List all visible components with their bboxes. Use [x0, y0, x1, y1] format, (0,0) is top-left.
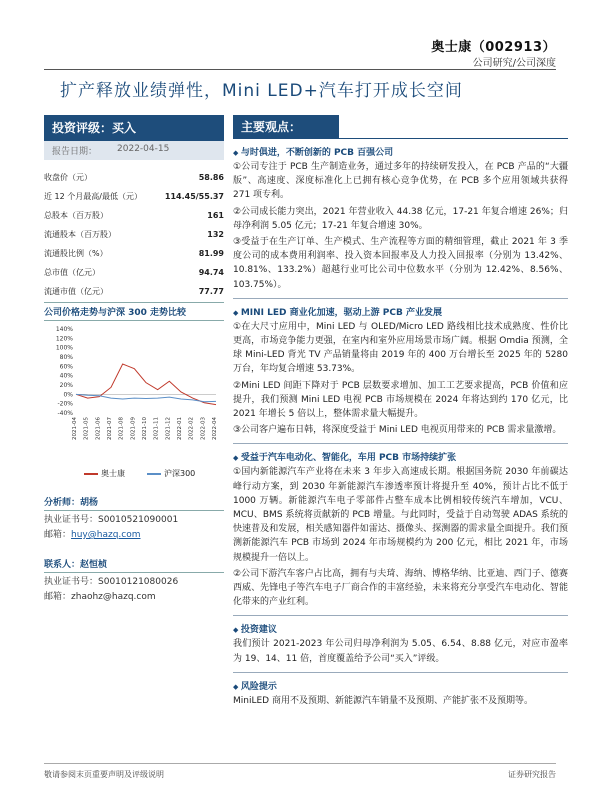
- section-paragraph: ②公司成长能力突出，2021 年营业收入 44.38 亿元，17-21 年复合增速 26%；归母净利润 5.05 亿元；17-21 年复合增速 30%。: [233, 206, 568, 231]
- report-date: 2022-04-15: [117, 144, 170, 154]
- sections: [233, 145, 568, 708]
- left-sidebar: [44, 115, 224, 605]
- legend-item: [84, 468, 125, 479]
- stat-row: [44, 282, 224, 301]
- y-tick-label: -40%: [57, 410, 73, 417]
- cert-number: S0010521090001: [98, 515, 179, 525]
- chart-legend: [84, 468, 195, 479]
- footer-divider: [44, 763, 556, 764]
- legend-label: 奥士康: [101, 469, 125, 478]
- x-tick-label: 2021-11: [153, 417, 160, 440]
- main-points-rule: [233, 138, 568, 139]
- x-tick-label: 2022-01: [177, 417, 183, 440]
- mail-row: [44, 590, 224, 605]
- x-tick-label: 2021-10: [142, 417, 148, 440]
- company-ticker: 奥士康（002913）: [431, 40, 556, 55]
- series-line: [76, 394, 216, 401]
- report-date-bar: [44, 141, 224, 160]
- section-paragraph: ①国内新能源汽车产业将在未来 3 年步入高速成长期。根据国务院 2030 年前碳达峰行动方案，到 2030 年新能源汽车渗透率预计将提升至 40%，预计占比不低于 1000 万辆。新能源汽车电子零部件占整车成本比例相较传统汽车增加，VCU、MCU、BMS 系统将贡献新的 PCB 增量。与此同时，受益于自动驾驶 ADAS 系统的快速普及和发展，相关感知器件如雷达、摄像头、探测器的需求量全面提升。我们预测新能源汽车 PCB 市场到 2024 年市场规模约为 200 亿元，相比 2021 年，市场规模提升一倍以上。: [233, 467, 568, 563]
- cert-label: 执业证书号：: [44, 577, 99, 587]
- footer-disclaimer: 敬请参阅末页重要声明及评级说明: [44, 770, 164, 779]
- stat-label: 收盘价（元）: [44, 173, 92, 182]
- stock-stats: [44, 168, 224, 301]
- cert-label: 执业证书号：: [44, 515, 99, 525]
- x-tick-label: 2022-03: [200, 417, 207, 440]
- stat-value: 161: [207, 211, 224, 220]
- date-label: 报告日期：: [52, 147, 98, 157]
- x-tick-label: 2021-09: [130, 417, 137, 440]
- stat-label: 总股本（百万股）: [44, 211, 108, 220]
- y-tick-label: 120%: [55, 335, 73, 343]
- section-divider: [233, 298, 568, 299]
- x-tick-label: 2022-04: [212, 417, 218, 440]
- section-paragraph: MiniLED 商用不及预期、新能源汽车销量不及预期、产能扩张不及预期等。: [233, 695, 533, 706]
- legend-item: [147, 468, 195, 479]
- section-paragraph: ③公司客户遍布日韩，将深度受益于 Mini LED 电视页用带来的 PCB 需求量激增。: [233, 425, 562, 436]
- y-tick-label: 100%: [55, 344, 73, 352]
- stat-label: 流通市值（亿元）: [44, 287, 108, 296]
- section-paragraph: ①公司专注于 PCB 生产制造业务，通过多年的持续研发投入，在 PCB 产品的“大疆版”、高速度、深度标准化上已拥有核心竞争优势，在 PCB 多个应用领域共获得 271 项专利。: [233, 162, 568, 201]
- mail-label: 邮箱：: [44, 592, 72, 602]
- stat-row: [44, 168, 224, 187]
- section-heading: ◆ 与时俱进，不断创新的 PCB 百强公司: [233, 145, 568, 158]
- section-paragraph: ②Mini LED 间距下降对于 PCB 层数要求增加、加工工艺要求提高，PCB 价值和应提升，我们预测 Mini LED 电视 PCB 市场规模在 2024 年将达到约 170 亿元，比 2021 年增长 5 倍以上，整体需求量大幅提升。: [233, 380, 568, 420]
- legend-swatch: [147, 473, 161, 475]
- stat-value: 114.45/55.37: [164, 192, 224, 201]
- stat-value: 81.99: [198, 249, 224, 258]
- mail-address[interactable]: huy@hazq.com: [71, 530, 141, 540]
- stat-label: 流通股比例（%）: [44, 249, 108, 258]
- footer-report-type: 证券研究报告: [508, 770, 556, 779]
- cert-row: [44, 513, 224, 528]
- y-tick-label: 40%: [59, 372, 73, 380]
- x-tick-label: 2021-08: [118, 417, 125, 440]
- stat-value: 94.74: [198, 268, 224, 277]
- y-tick-label: 140%: [55, 326, 73, 333]
- section-divider: [233, 443, 568, 444]
- stat-row: [44, 187, 224, 206]
- x-tick-label: 2021-06: [95, 417, 102, 440]
- y-tick-label: 80%: [59, 354, 73, 361]
- y-tick-label: 20%: [59, 382, 73, 389]
- x-tick-label: 2021-12: [165, 417, 172, 440]
- mail-label: 邮箱：: [44, 530, 72, 540]
- x-tick-label: 2021-07: [107, 417, 113, 440]
- legend-swatch: [84, 473, 98, 475]
- report-title: 扩产释放业绩弹性，Mini LED+汽车打开成长空间: [60, 81, 463, 101]
- section-divider: [233, 672, 568, 673]
- x-tick-label: 2022-02: [188, 417, 195, 440]
- legend-label: 沪深300: [164, 469, 196, 478]
- analyst-card: [44, 495, 224, 543]
- cert-row: [44, 575, 224, 590]
- section-heading: ◆ 受益于汽车电动化、智能化，车用 PCB 市场持续扩张: [233, 450, 568, 463]
- stat-value: 132: [207, 230, 224, 239]
- stat-label: 总市值（亿元）: [44, 268, 100, 277]
- section-paragraph: 我们预计 2021-2023 年公司归母净利润为 5.05、6.54、8.88 亿元，对应市盈率为 19、14、11 倍，首度覆盖给予公司“买入”评级。: [233, 639, 568, 664]
- analyst-name: 联系人：赵恒桢: [44, 557, 224, 573]
- y-tick-label: 60%: [59, 363, 73, 371]
- stat-value: 77.77: [198, 287, 224, 296]
- y-tick-label: 0%: [63, 391, 73, 399]
- x-tick-label: 2021-04: [72, 417, 78, 440]
- stat-row: [44, 225, 224, 244]
- mail-row: [44, 528, 224, 543]
- chart-title: 公司价格走势与沪深 300 走势比较: [44, 302, 224, 321]
- analyst-name: 分析师：胡杨: [44, 495, 224, 511]
- section-divider: [233, 615, 568, 616]
- header-divider: [44, 69, 556, 70]
- section-heading: ◆ MINI LED 商业化加速，驱动上游 PCB 产业发展: [233, 305, 568, 318]
- mail-address: zhaohz@hazq.com: [71, 592, 156, 602]
- stat-value: 58.86: [198, 173, 224, 182]
- section-paragraph: ②公司下游汽车客户占比高，拥有与夫琦、海纳、博格华纳、比亚迪、西门子、德赛西威、先锋电子等汽车电子厂商合作的丰富经验，未来将充分享受汽车电动化、智能化带来的产业红利。: [233, 568, 568, 608]
- analyst-card: [44, 557, 224, 605]
- main-points-heading: 主要观点：: [233, 115, 339, 139]
- section-paragraph: ③受益于在生产订单、生产模式、生产流程等方面的精细管理，截止 2021 年 3 季度公司的成本费用利润率、投入资本回报率及人力投入回报率（分别为 13.42%、10.81%、133.2%）超越行业可比公司中位数水平（分别为 12.42%、8.56%、103.75%）。: [233, 237, 568, 290]
- price-chart: [44, 321, 224, 481]
- analyst-block: [44, 495, 224, 605]
- section-heading: ◆ 投资建议: [233, 622, 568, 635]
- price-chart-svg: [44, 321, 224, 481]
- stat-row: [44, 206, 224, 225]
- section-heading: ◆ 风险提示: [233, 679, 568, 692]
- cert-number: S0010121080026: [98, 577, 179, 587]
- report-type: 公司研究/公司深度: [472, 58, 556, 69]
- y-tick-label: -20%: [57, 400, 73, 408]
- x-tick-label: 2021-05: [83, 417, 90, 440]
- section-paragraph: ①在大尺寸应用中，Mini LED 与 OLED/Micro LED 路线相比技术成熟度、性价比更高，市场竞争能力更强，在室内和室外应用场景市场广阔。根据 Omdia 预测，全球 Mini-LED 背光 TV 产品销量将由 2019 年的 400 万台增长至 2025 年的 5280 万台，年均复合增速 53.73%。: [233, 321, 568, 375]
- stat-label: 近 12 个月最高/最低（元）: [44, 192, 142, 201]
- stat-label: 流通股本（百万股）: [44, 230, 116, 239]
- stat-row: [44, 263, 224, 282]
- main-content: [233, 115, 568, 708]
- rating-badge: 投资评级：买入: [44, 115, 224, 141]
- stat-row: [44, 244, 224, 263]
